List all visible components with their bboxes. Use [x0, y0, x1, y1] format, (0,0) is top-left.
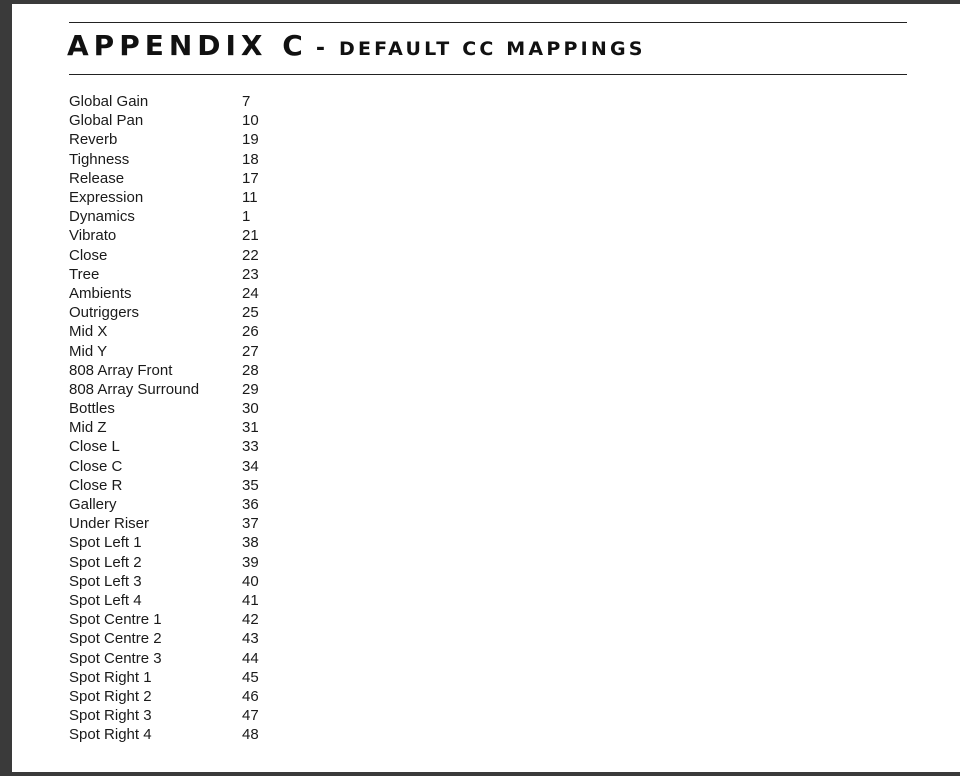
mapping-row — [69, 361, 282, 380]
mapping-cc-number: 36 — [242, 496, 259, 514]
mapping-cc-number: 25 — [242, 304, 259, 322]
mapping-parameter-name: Global Gain — [69, 93, 149, 111]
mapping-parameter-name: Mid X — [69, 323, 108, 341]
mapping-cc-number: 42 — [242, 611, 259, 629]
mapping-parameter-name: Bottles — [69, 400, 115, 418]
mapping-row — [69, 533, 282, 552]
mapping-parameter-name: Spot Left 3 — [69, 572, 142, 590]
mapping-row — [69, 322, 282, 341]
mapping-parameter-name: Gallery — [69, 496, 117, 514]
mapping-cc-number: 44 — [242, 649, 259, 667]
mapping-row — [69, 111, 282, 130]
mapping-parameter-name: Spot Right 3 — [69, 707, 152, 725]
mapping-cc-number: 18 — [242, 150, 259, 168]
mapping-cc-number: 29 — [242, 380, 259, 398]
mapping-row — [69, 341, 282, 360]
mapping-row — [69, 284, 282, 303]
mapping-parameter-name: Spot Right 1 — [69, 668, 152, 686]
mapping-parameter-name: Spot Left 4 — [69, 591, 142, 609]
mapping-parameter-name: 808 Array Surround — [69, 380, 200, 398]
mapping-row — [69, 169, 282, 188]
mapping-row — [69, 668, 282, 687]
title-separator: - — [315, 36, 325, 61]
mapping-parameter-name: Spot Centre 3 — [69, 649, 162, 667]
mapping-row — [69, 303, 282, 322]
mapping-row — [69, 610, 282, 629]
mapping-parameter-name: Reverb — [69, 131, 118, 149]
mapping-parameter-name: Under Riser — [69, 515, 150, 533]
appendix-label: APPENDIX C — [67, 29, 308, 62]
mapping-parameter-name: Spot Right 4 — [69, 726, 152, 744]
mapping-row — [69, 130, 282, 149]
mapping-row — [69, 380, 282, 399]
mapping-row — [69, 495, 282, 514]
mapping-row — [69, 706, 282, 725]
mapping-parameter-name: Tree — [69, 265, 100, 283]
mapping-cc-number: 43 — [242, 630, 259, 648]
mapping-parameter-name: Spot Right 2 — [69, 687, 152, 705]
mapping-cc-number: 46 — [242, 687, 259, 705]
mapping-cc-number: 7 — [242, 93, 251, 111]
mapping-row — [69, 399, 282, 418]
mapping-row — [69, 226, 282, 245]
page-subtitle: DEFAULT CC MAPPINGS — [338, 38, 646, 60]
mapping-cc-number: 35 — [242, 476, 259, 494]
mapping-parameter-name: Spot Centre 1 — [69, 611, 162, 629]
mapping-parameter-name: Mid Y — [69, 342, 108, 360]
mapping-cc-number: 39 — [242, 553, 259, 571]
page-title — [67, 29, 646, 62]
mapping-parameter-name: Outriggers — [69, 304, 140, 322]
mapping-row — [69, 92, 282, 111]
mapping-cc-number: 45 — [242, 668, 259, 686]
mapping-cc-number: 27 — [242, 342, 259, 360]
mapping-row — [69, 418, 282, 437]
mapping-cc-number: 31 — [242, 419, 259, 437]
mapping-parameter-name: 808 Array Front — [69, 361, 173, 379]
mapping-cc-number: 41 — [242, 591, 259, 609]
mapping-cc-number: 40 — [242, 572, 259, 590]
mapping-parameter-name: Close R — [69, 476, 123, 494]
mapping-cc-number: 19 — [242, 131, 259, 149]
bottom-rule — [69, 74, 907, 75]
mapping-cc-number: 11 — [242, 189, 258, 207]
mapping-cc-number: 48 — [242, 726, 259, 744]
mapping-cc-number: 23 — [242, 265, 259, 283]
mapping-parameter-name: Tighness — [69, 150, 130, 168]
mapping-parameter-name: Spot Centre 2 — [69, 630, 162, 648]
mapping-cc-number: 21 — [242, 227, 259, 245]
mapping-row — [69, 629, 282, 648]
mapping-row — [69, 150, 282, 169]
mapping-cc-number: 24 — [242, 284, 259, 302]
mapping-cc-number: 30 — [242, 400, 259, 418]
mapping-row — [69, 572, 282, 591]
mapping-cc-number: 38 — [242, 534, 259, 552]
mapping-row — [69, 553, 282, 572]
mapping-row — [69, 648, 282, 667]
mapping-row — [69, 188, 282, 207]
mapping-row — [69, 476, 282, 495]
mapping-parameter-name: Vibrato — [69, 227, 117, 245]
mapping-row — [69, 687, 282, 706]
mapping-parameter-name: Ambients — [69, 284, 132, 302]
mapping-parameter-name: Spot Left 1 — [69, 534, 142, 552]
mapping-row — [69, 514, 282, 533]
mapping-cc-number: 22 — [242, 246, 259, 264]
top-rule — [69, 22, 907, 23]
mapping-parameter-name: Expression — [69, 189, 144, 207]
mapping-parameter-name: Release — [69, 169, 125, 187]
document-page — [12, 4, 960, 772]
mapping-cc-number: 34 — [242, 457, 259, 475]
mapping-cc-number: 47 — [242, 707, 259, 725]
mapping-parameter-name: Close — [69, 246, 108, 264]
mapping-parameter-name: Close C — [69, 457, 123, 475]
mapping-row — [69, 246, 282, 265]
mapping-cc-number: 26 — [242, 323, 259, 341]
mapping-cc-number: 17 — [242, 169, 259, 187]
mapping-parameter-name: Global Pan — [69, 112, 144, 130]
mapping-row — [69, 265, 282, 284]
mapping-cc-number: 1 — [242, 208, 251, 226]
mapping-cc-number: 33 — [242, 438, 259, 456]
mapping-parameter-name: Dynamics — [69, 208, 135, 226]
cc-mapping-list — [69, 92, 282, 744]
mapping-row — [69, 207, 282, 226]
mapping-row — [69, 591, 282, 610]
mapping-parameter-name: Close L — [69, 438, 120, 456]
mapping-row — [69, 437, 282, 456]
mapping-row — [69, 725, 282, 744]
mapping-cc-number: 37 — [242, 515, 259, 533]
mapping-cc-number: 10 — [242, 112, 259, 130]
mapping-cc-number: 28 — [242, 361, 259, 379]
mapping-parameter-name: Mid Z — [69, 419, 107, 437]
mapping-parameter-name: Spot Left 2 — [69, 553, 142, 571]
mapping-row — [69, 457, 282, 476]
